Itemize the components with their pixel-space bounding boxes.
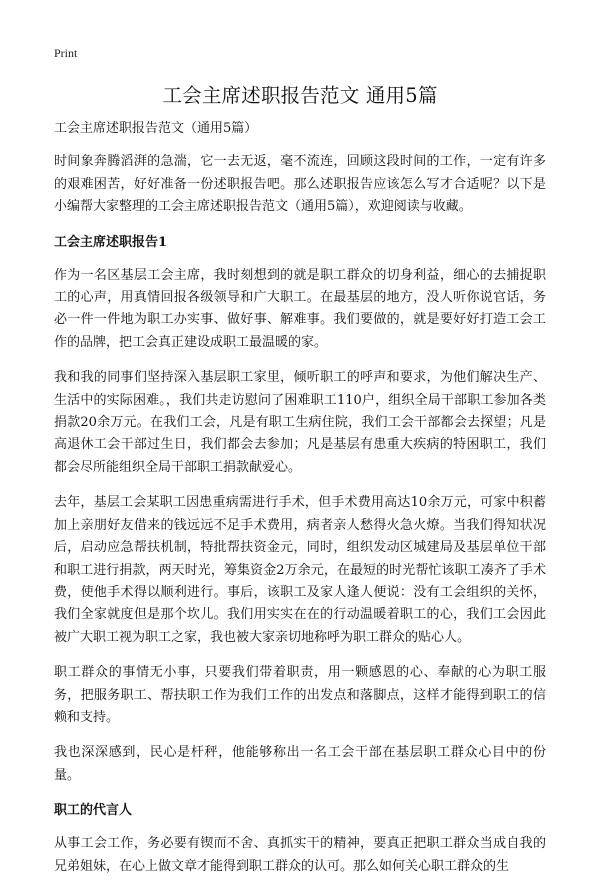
document-subtitle: 工会主席述职报告范文（通用5篇） (54, 121, 258, 136)
body-paragraph: 作为一名区基层工会主席，我时刻想到的就是职工群众的切身利益，细心的去捕捉职工的心声，用真情回报各级领导和广大职工。在最基层的地方，没人听你说官话，务必一件一件地为职工办实事、做好事、解难事。我们要做的，就是要好好打造工会工作的品牌，把工会真正建设成职工最温暖的家。 (54, 267, 546, 350)
body-paragraph: 职工群众的事情无小事，只要我们带着职责，用一颗感恩的心、奉献的心为职工服务，把服务职工、帮扶职工作为我们工作的出发点和落脚点，这样才能得到职工的信赖和支持。 (54, 665, 546, 725)
print-link[interactable]: Print (54, 46, 78, 60)
section-heading-spokesperson: 职工的代言人 (54, 803, 133, 819)
page-title: 工会主席述职报告范文 通用5篇 (162, 84, 438, 107)
body-paragraph: 我和我的同事们坚持深入基层职工家里，倾听职工的呼声和要求，为他们解决生产、生活中的实际困难。，我们共走访慰问了困难职工110户，组织全局干部职工参加各类捐款20余万元。在我们工会，凡是有职工生病住院，我们工会干部都会去探望；凡是高退休工会干部过生日，我们都会去参加；凡是基层有患重大疾病的特困职工，我们都会尽所能组织全局干部职工捐款献爱心。 (54, 370, 546, 475)
document-body (54, 118, 546, 891)
body-paragraph: 我也深深感到，民心是杆秤，他能够称出一名工会干部在基层职工群众心目中的份量。 (54, 745, 546, 783)
body-paragraph: 去年，基层工会某职工因患重病需进行手术，但手术费用高达10余万元，可家中积蓄加上亲朋好友借来的钱远远不足手术费用，病者亲人愁得火急火燎。当我们得知状况后，启动应急帮扶机制，特批帮扶资金元，同时，组织发动区城建局及基层单位干部和职工进行捐款，两天时光，筹集资金2万余元，在最短的时光帮忙该职工凑齐了手术费，使他手术得以顺利进行。事后，该职工及家人逢人便说：没有工会组织的关怀，我们全家就度但是那个坎儿。我们用实实在在的行动温暖着职工的心，我们工会因此被广大职工视为职工之家，我也被大家亲切地称呼为职工群众的贴心人。 (54, 495, 546, 645)
body-paragraph: 从事工会工作，务必要有锲而不舍、真抓实干的精神，要真正把职工群众当成自我的兄弟姐妹，在心上做文章才能得到职工群众的认可。那么如何关心职工群众的生 (54, 836, 546, 874)
intro-paragraph: 时间象奔腾滔湃的急湍，它一去无返，毫不流连，回顾这段时间的工作，一定有许多的艰难困苦，好好准备一份述职报告吧。那么述职报告应该怎么写才合适呢？以下是小编帮大家整理的工会主席述职报告范文（通用5篇），欢迎阅读与收藏。 (54, 154, 546, 215)
section-heading-report-1: 工会主席述职报告1 (54, 234, 168, 250)
